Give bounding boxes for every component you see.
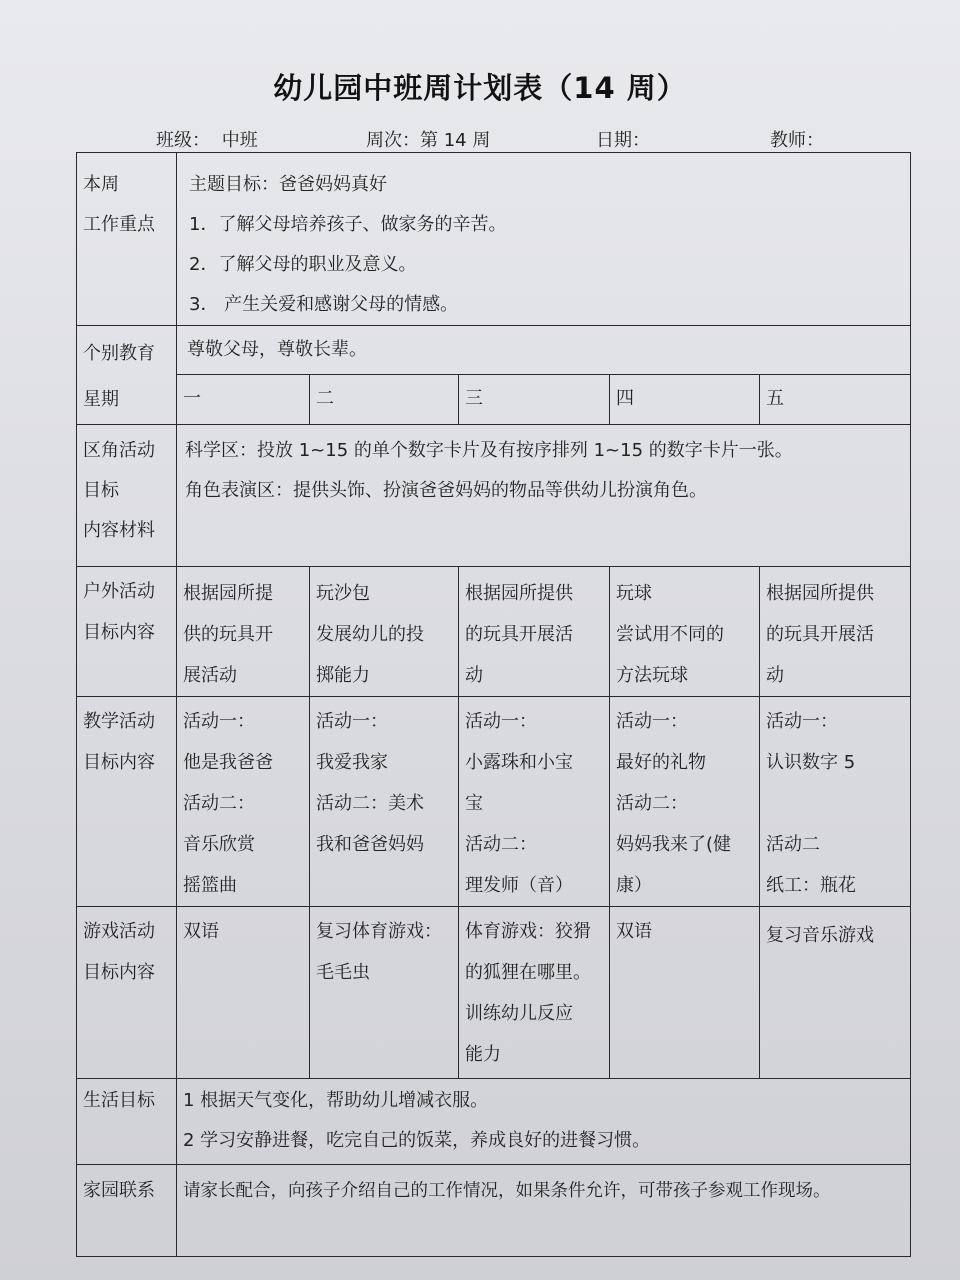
weekly-focus-content: 主题目标：爸爸妈妈真好 1．了解父母培养孩子、做家务的辛苦。 2．了解父母的职业及意义。 3． 产生关爱和感谢父母的情感。 (177, 153, 911, 326)
row-life (77, 1079, 911, 1165)
teaching-tue: 活动一： 我爱我家 活动二：美术 我和爸爸妈妈 (310, 697, 459, 907)
class-label: 班级： (156, 130, 210, 151)
week-value: 第 14 周 (420, 130, 491, 151)
date-label: 日期： (596, 130, 650, 151)
row-label: 家园联系 (77, 1165, 177, 1257)
weekly-plan-table (76, 152, 911, 1257)
row-label: 游戏活动 目标内容 (77, 907, 177, 1079)
games-tue: 复习体育游戏： 毛毛虫 (310, 907, 459, 1079)
outdoor-tue: 玩沙包 发展幼儿的投 掷能力 (310, 567, 459, 697)
teacher-field (770, 126, 836, 152)
teacher-label: 教师： (770, 130, 824, 151)
life-content: 1 根据天气变化，帮助幼儿增减衣服。 2 学习安静进餐，吃完自己的饭菜，养成良好的进餐习惯。 (177, 1079, 911, 1165)
teaching-fri: 活动一： 认识数字 5 活动二 纸工：瓶花 (760, 697, 911, 907)
row-label: 户外活动 目标内容 (77, 567, 177, 697)
class-field (156, 126, 264, 152)
teaching-wed: 活动一： 小露珠和小宝 宝 活动二： 理发师（音） (459, 697, 610, 907)
row-weekday (77, 374, 911, 424)
row-home (77, 1165, 911, 1257)
row-label: 生活目标 (77, 1079, 177, 1165)
teaching-mon: 活动一： 他是我爸爸 活动二： 音乐欣赏 摇篮曲 (177, 697, 310, 907)
day-tue: 二 (310, 374, 459, 424)
corner-content: 科学区：投放 1~15 的单个数字卡片及有按序排列 1~15 的数字卡片一张。 角色表演区：提供头饰、扮演爸爸妈妈的物品等供幼儿扮演角色。 (177, 425, 911, 567)
day-wed: 三 (459, 374, 610, 424)
date-field (596, 126, 662, 152)
games-thu: 双语 (610, 907, 760, 1079)
games-wed: 体育游戏：狡猾 的狐狸在哪里。 训练幼儿反应 能力 (459, 907, 610, 1079)
day-mon: 一 (177, 374, 310, 424)
individual-content: 尊敬父母，尊敬长辈。 (177, 326, 911, 375)
row-weekly-focus (77, 153, 911, 326)
teaching-thu: 活动一： 最好的礼物 活动二： 妈妈我来了(健 康） (610, 697, 760, 907)
week-field (366, 126, 496, 152)
row-individual (77, 326, 911, 375)
outdoor-thu: 玩球 尝试用不同的 方法玩球 (610, 567, 760, 697)
row-label: 区角活动 目标 内容材料 (77, 425, 177, 567)
row-outdoor (77, 567, 911, 697)
games-mon: 双语 (177, 907, 310, 1079)
class-value: 中班 (221, 130, 258, 151)
week-label: 周次： (366, 130, 420, 151)
home-content: 请家长配合，向孩子介绍自己的工作情况，如果条件允许，可带孩子参观工作现场。 (177, 1165, 911, 1257)
outdoor-mon: 根据园所提 供的玩具开 展活动 (177, 567, 310, 697)
page-title: 幼儿园中班周计划表（14 周） (273, 71, 687, 105)
row-games (77, 907, 911, 1079)
row-teaching (77, 697, 911, 907)
day-fri: 五 (760, 374, 911, 424)
games-fri: 复习音乐游戏 (760, 907, 911, 1079)
row-label: 本周 工作重点 (77, 153, 177, 326)
outdoor-wed: 根据园所提供 的玩具开展活 动 (459, 567, 610, 697)
row-corner (77, 425, 911, 567)
outdoor-fri: 根据园所提供 的玩具开展活 动 (760, 567, 911, 697)
row-label: 个别教育 星期 (77, 326, 177, 425)
row-label: 教学活动 目标内容 (77, 697, 177, 907)
day-thu: 四 (610, 374, 760, 424)
